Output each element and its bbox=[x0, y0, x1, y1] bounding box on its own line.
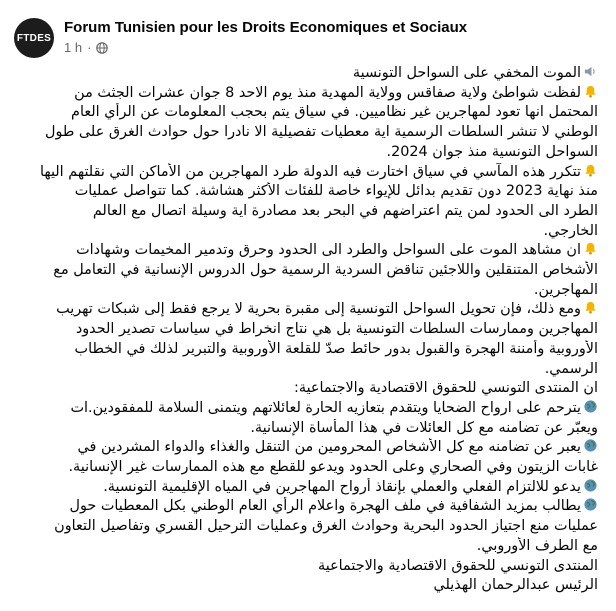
post-meta bbox=[64, 18, 467, 55]
post-text-line bbox=[14, 261, 598, 281]
post-text-line bbox=[14, 143, 598, 163]
post-text-line bbox=[14, 182, 598, 202]
post-text-line bbox=[14, 497, 598, 517]
post-header bbox=[14, 8, 602, 64]
post-text: المحتمل انها تعود لمهاجرين غير نظاميين. في سياق يتم بحجب المعلومات عن الرأي العام bbox=[71, 104, 598, 121]
post-text-line bbox=[14, 458, 598, 478]
post-text-line bbox=[14, 478, 598, 498]
post-text-line bbox=[14, 576, 598, 596]
post-body bbox=[14, 64, 602, 596]
post-text-line bbox=[14, 340, 598, 360]
post-text-line bbox=[14, 537, 598, 557]
post-text-line bbox=[14, 399, 598, 419]
post-subline bbox=[64, 40, 467, 55]
post-text-line bbox=[14, 103, 598, 123]
globe-emoji-icon bbox=[581, 439, 598, 455]
post-text: تتكرر هذه المآسي في سياق اختارت فيه الدولة طرد المهاجرين من الأماكن التي نقلتهم اليها bbox=[39, 163, 581, 180]
post-text-line bbox=[14, 438, 598, 458]
post-text: يعبر عن تضامنه مع كل الأشخاص المحرومين من التنقل والغذاء والدواء المشردين في bbox=[77, 439, 581, 456]
post-text: الطرد الى الحدود لمن يتم اعتراضهم في البحر بعد مصادرة اية وسيلة اتصال مع العالم bbox=[92, 202, 598, 219]
post-text: منذ نهاية 2023 دون تقديم بدائل للإيواء خاصة للفئات الأكثر هشاشة. كما تتواصل عمليات bbox=[74, 183, 598, 200]
post-text-line bbox=[14, 419, 598, 439]
bell-icon bbox=[581, 85, 598, 101]
post-text-line bbox=[14, 320, 598, 340]
globe-emoji-icon bbox=[581, 498, 598, 514]
bell-icon bbox=[581, 242, 598, 258]
post-text-line bbox=[14, 517, 598, 537]
globe-emoji-icon bbox=[581, 400, 598, 416]
post-text: الموت المخفي على السواحل التونسية bbox=[352, 65, 581, 81]
post-text-line bbox=[14, 557, 598, 577]
post-text: الرسمي. bbox=[544, 360, 598, 377]
post-timestamp[interactable]: 1 h bbox=[64, 40, 83, 55]
post-text: يترحم على ارواح الضحايا ويتقدم بتعازيه الحارة لعائلاتهم ويتمنى السلامة للمفقودين.ات bbox=[70, 399, 581, 416]
post-text: المهاجرين. bbox=[533, 281, 598, 298]
post-text-line bbox=[14, 360, 598, 380]
post-text: عمليات منع اجتياز الحدود البحرية وحوادث الغرق وعمليات الترحيل القسري وتفاصيل التعاون bbox=[54, 518, 598, 535]
post-text: مع الطرف الأوروبي. bbox=[476, 537, 598, 554]
post-text-line bbox=[14, 64, 598, 84]
post-text: المنتدى التونسي للحقوق الاقتصادية والاجتماعية bbox=[318, 557, 598, 574]
post-text-line bbox=[14, 123, 598, 143]
bell-icon bbox=[581, 164, 598, 180]
post-text-line bbox=[14, 222, 598, 242]
post-text: الأشخاص المتنقلين واللاجئين تناقض السردية الرسمية حول الدروس الإنسانية في التعامل مع bbox=[53, 262, 598, 279]
post-text-line bbox=[14, 163, 598, 183]
page-name-link[interactable]: Forum Tunisien pour les Droits Economiques et Sociaux bbox=[64, 19, 468, 36]
post-text-line bbox=[14, 300, 598, 320]
globe-icon[interactable] bbox=[96, 42, 108, 54]
post-text: الأوروبية وأمننة الهجرة والقبول بدور حائط صدّ للقلعة الأوروبية والتبرير لذلك في الخطاب bbox=[74, 340, 598, 357]
bell-icon bbox=[581, 301, 598, 317]
post-text: غابات الزيتون وفي الصحاري وعلى الحدود ويدعو للقطع مع هذه الممارسات غير الإنسانية. bbox=[68, 459, 598, 476]
speaker-icon bbox=[581, 65, 598, 81]
globe-emoji-icon bbox=[581, 479, 598, 495]
post-text: الرئيس عبدالرحمان الهذيلي bbox=[433, 577, 598, 594]
post-text-line bbox=[14, 202, 598, 222]
post-text: لفظت شواطئ ولاية صفاقس وولاية المهدية منذ يوم الاحد 8 جوان عشرات الجثث من bbox=[74, 84, 581, 101]
post-text-line bbox=[14, 281, 598, 301]
post-text: ويعبّر عن تضامنه مع كل العائلات في هذا المأساة الإنسانية. bbox=[250, 419, 598, 436]
meta-separator: · bbox=[87, 40, 92, 55]
post-text: الخارجي. bbox=[543, 222, 598, 239]
post-text: ومع ذلك، فإن تحويل السواحل التونسية إلى مقبرة بحرية لا يرجع فقط إلى شبكات تهريب bbox=[56, 301, 581, 318]
post-text-line bbox=[14, 84, 598, 104]
post-text-line bbox=[14, 379, 598, 399]
post-text: السواحل التونسية منذ جوان 2024. bbox=[386, 143, 598, 160]
post-text-line bbox=[14, 241, 598, 261]
post-text: ان مشاهد الموت على السواحل والطرد الى الحدود وحرق وتدمير المخيمات وشهادات bbox=[76, 242, 581, 259]
post-text: المهاجرين وممارسات السلطات التونسية بل هي نتاج انخراط في سياسات تصدير الحدود bbox=[75, 321, 598, 338]
page-avatar[interactable]: FTDES bbox=[14, 18, 54, 58]
post-text: يدعو للالتزام الفعلي والعملي بإنقاذ أرواح المهاجرين في المياه الإقليمية التونسية. bbox=[103, 478, 581, 495]
post-text: يطالب بمزيد الشفافية في ملف الهجرة واعلام الرأي العام الوطني بكل المعطيات حول bbox=[69, 498, 581, 515]
post-text: ان المنتدى التونسي للحقوق الاقتصادية والاجتماعية: bbox=[294, 380, 598, 397]
post-text: الوطني لا تنشر السلطات الرسمية اية معطيات تفصيلية الا نادرا حول حوادث الغرق على طول bbox=[45, 124, 598, 141]
